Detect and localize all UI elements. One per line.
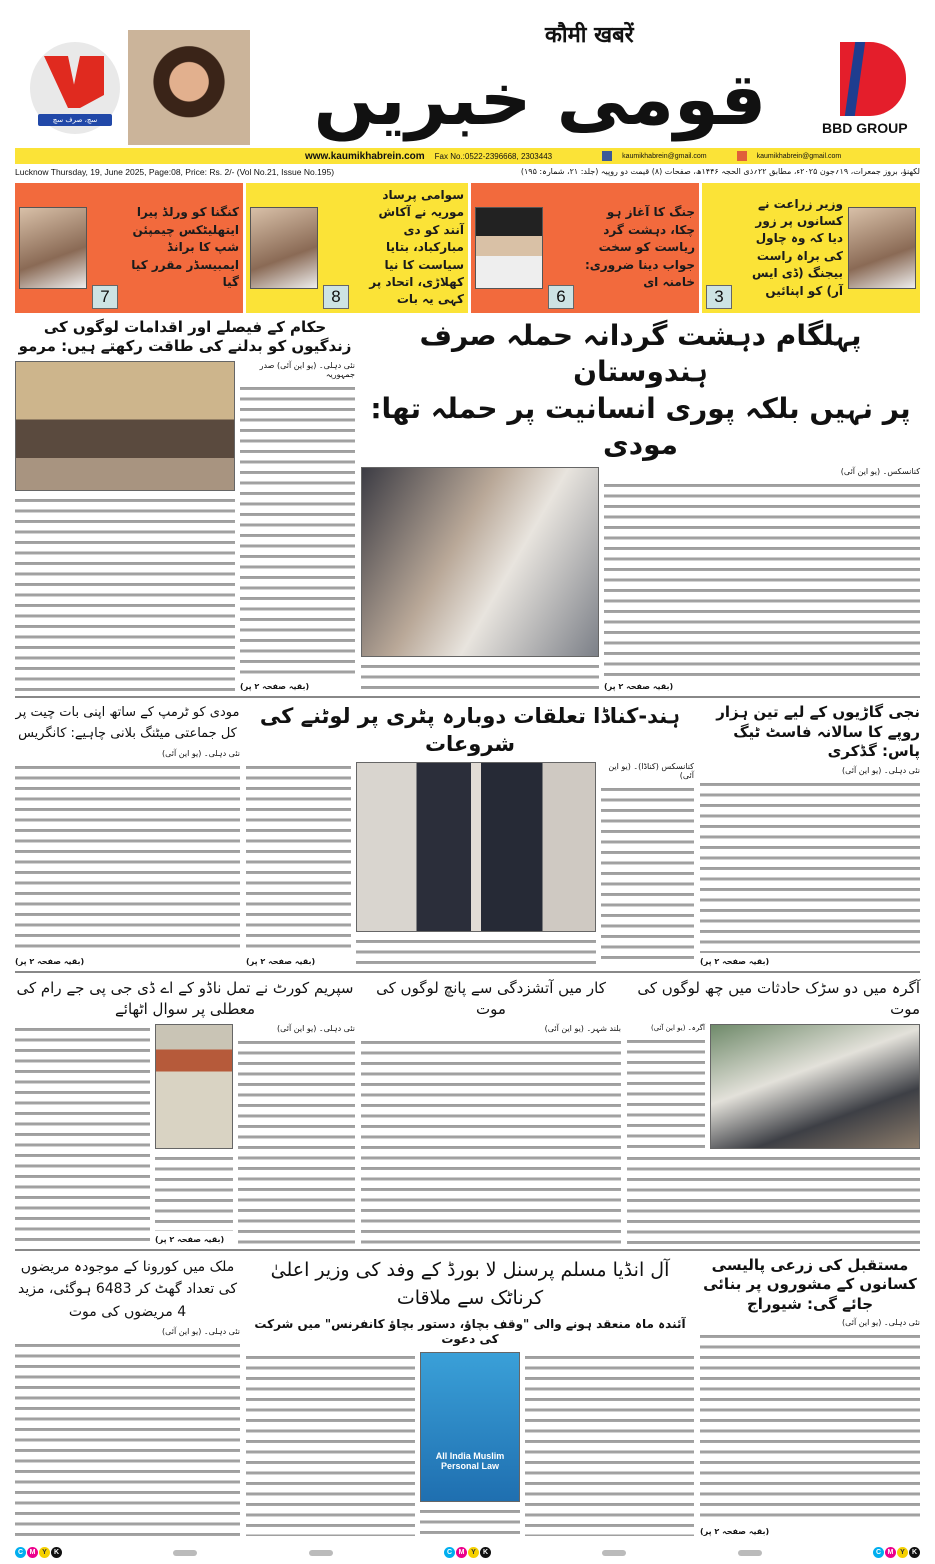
- fax-number: Fax No.:0522-2396668, 2303443: [434, 151, 553, 161]
- gadkari-continued[interactable]: (بقیہ صفحہ ۲ پر): [700, 956, 770, 966]
- supreme-court-headline[interactable]: سپریم کورٹ نے تمل ناڈو کے اے ڈی جی پی جے رام کی معطلی پر سوال اٹھائے: [16, 978, 354, 1018]
- teaser-agriculture[interactable]: [702, 183, 920, 313]
- canada-continued[interactable]: (بقیہ صفحہ ۲ پر): [246, 956, 316, 966]
- aimplb-headline[interactable]: آل انڈیا مسلم پرسنل لا بورڈ کے وفد کی وزیر اعلیٰ کرناٹک سے ملاقات: [270, 1258, 670, 1310]
- agra-body-2: [627, 1153, 920, 1244]
- car-fire-dateline: بلند شہر۔ (یو این آئی): [544, 1023, 621, 1033]
- section-four: [15, 1251, 920, 1541]
- page-number: 8: [323, 285, 349, 309]
- registration-marks-center: C M Y K: [444, 1547, 491, 1558]
- gadkari-dateline: نئی دہلی۔ (یو این آئی): [842, 765, 920, 775]
- contact-bar: [15, 148, 920, 164]
- aimplb-body: [525, 1352, 694, 1536]
- aimplb-subheadline: آئندہ ماہ منعقد ہونے والی "وقف بچاؤ، دستور بچاؤ کانفرنس" میں شرکت کی دعوت: [254, 1316, 686, 1347]
- teaser-photo: [475, 207, 543, 289]
- supreme-court-body: [238, 1037, 355, 1244]
- corona-body: [15, 1340, 240, 1536]
- congress-story: [15, 703, 240, 966]
- lead-dateline: کنانسکس۔ (یو این آئی): [840, 467, 920, 477]
- murmu-continued[interactable]: (بقیہ صفحہ ۲ پر): [240, 682, 310, 692]
- supreme-court-story: [15, 978, 355, 1244]
- gadkari-story: [700, 703, 920, 966]
- teaser-text: وزیر زراعت نے کسانوں پر زور دیا کہ وہ چاول کی براہ راست بیجنگ (ڈی ایس آر) کو اپنائیں: [751, 196, 843, 298]
- canada-body-2: [246, 762, 351, 953]
- email-address[interactable]: kaumikhabrein@gmail.com: [756, 152, 842, 160]
- grey-bar: [738, 1550, 762, 1556]
- teaser-text: جنگ کا آغاز ہو چکا، دہشت گرد ریاست کو سخت جواب دینا ضروری: خامنہ ای: [585, 205, 695, 289]
- supreme-court-photo: [155, 1024, 233, 1149]
- lead-headline-line-2: پر نہیں بلکہ پوری انسانیت پر حملہ تھا: مودی: [370, 391, 911, 461]
- supreme-court-dateline: نئی دہلی۔ (یو این آئی): [277, 1023, 355, 1033]
- publication-logo: [30, 42, 120, 134]
- lead-headline[interactable]: [361, 318, 920, 464]
- canada-body: [601, 784, 694, 966]
- registration-marks-right: C M Y K: [873, 1547, 920, 1558]
- teaser-photo: [848, 207, 916, 289]
- footer: [15, 1541, 920, 1564]
- car-fire-headline[interactable]: کار میں آتشزدگی سے پانچ لوگوں کی موت: [376, 978, 606, 1018]
- dateline-urdu: لکھنؤ، بروز جمعرات، ۱۹؍جون ۲۰۲۵ء، مطابق ۲۲؍ذی الحجہ ۱۴۴۶ھ، صفحات (۸) قیمت دو روپیہ (جلد: ۲۱، شمارہ: ۱۹۵): [520, 167, 920, 176]
- agra-body: [627, 1036, 705, 1149]
- murmu-body-2: [15, 495, 235, 692]
- canada-body-3: [356, 936, 596, 966]
- aimplb-image-caption: All India Muslim Personal Law: [435, 1451, 505, 1472]
- agra-headline[interactable]: آگرہ میں دو سڑک حادثات میں چھ لوگوں کی موت: [637, 978, 920, 1018]
- grey-bar: [173, 1550, 197, 1556]
- gadkari-headline[interactable]: نجی گاڑیوں کے لیے تین ہزار روپے کا سالانہ فاسٹ ٹیگ پاس: گڈکری: [716, 703, 920, 761]
- supreme-court-body-2: [15, 1024, 150, 1244]
- section-two: [15, 698, 920, 973]
- teaser-khamenei[interactable]: [471, 183, 699, 313]
- agra-story: [627, 978, 920, 1244]
- facebook-handle[interactable]: kaumikhabrein@gmail.com: [622, 152, 707, 160]
- aimplb-body-2: [246, 1352, 415, 1536]
- murmu-body: [240, 383, 355, 679]
- car-fire-story: [361, 978, 621, 1244]
- page-number: 7: [92, 285, 118, 309]
- congress-continued[interactable]: (بقیہ صفحہ ۲ پر): [15, 956, 85, 966]
- murmu-dateline: نئی دہلی۔ (یو این آئی) صدر جمہوریہ: [259, 360, 355, 379]
- dateline-english: Lucknow Thursday, 19, June 2025, Page:08, Price: Rs. 2/- (Vol No.21, Issue No.195): [15, 167, 335, 177]
- teaser-kangana[interactable]: [15, 183, 243, 313]
- website-link[interactable]: www.kaumikhabrein.com: [305, 150, 425, 162]
- modi-photo: [361, 467, 599, 657]
- grey-bar: [602, 1550, 626, 1556]
- facebook-icon: [602, 151, 612, 161]
- shivraj-continued[interactable]: (بقیہ صفحہ ۲ پر): [700, 1527, 770, 1537]
- lead-headline-line-1: پہلگام دہشت گردانہ حملہ صرف ہندوستان: [419, 318, 862, 389]
- congress-dateline: نئی دہلی۔ (یو این آئی): [162, 748, 240, 758]
- teaser-strip: [15, 183, 920, 313]
- grey-bar: [309, 1550, 333, 1556]
- murmu-story: [15, 318, 355, 692]
- logo-tagline: سچ، صرف سچ: [38, 114, 112, 126]
- modi-carney-photo: [356, 762, 596, 932]
- model-photo: [128, 30, 250, 145]
- shivraj-dateline: نئی دہلی۔ (یو این آئی): [842, 1318, 920, 1328]
- accident-photo: [710, 1024, 920, 1149]
- shivraj-story: [700, 1256, 920, 1536]
- congress-headline[interactable]: مودی کو ٹرمپ کے ساتھ اپنی بات چیت پر کل جماعتی میٹنگ بلانی چاہیے: کانگریس: [15, 705, 240, 742]
- canada-headline[interactable]: ہند-کناڈا تعلقات دوبارہ پٹری پر لوٹنے کی شروعات: [259, 704, 681, 756]
- email-icon: [737, 151, 747, 161]
- section-three: [15, 973, 920, 1251]
- lead-continued[interactable]: (بقیہ صفحہ ۲ پر): [604, 682, 674, 692]
- teaser-photo: [19, 207, 87, 289]
- canada-dateline: کنانسکس (کناڈا)۔ (یو این آئی): [608, 761, 694, 780]
- corona-dateline: نئی دہلی۔ (یو این آئی): [162, 1327, 240, 1337]
- lead-story: [361, 318, 920, 692]
- murmu-photo: [15, 361, 235, 491]
- page-number: 6: [548, 285, 574, 309]
- dateline-row: [15, 164, 920, 180]
- agra-dateline: آگرہ۔ (یو این آئی): [651, 1023, 705, 1032]
- section-lead: [15, 313, 920, 699]
- congress-body: [15, 762, 240, 953]
- hindi-title: कौमी खबरें: [545, 23, 634, 48]
- murmu-headline[interactable]: حکام کے فیصلے اور اقدامات لوگوں کی زندگیوں کو بدلنے کی طاقت رکھتے ہیں: مرمو: [18, 317, 352, 356]
- bbd-logo: [840, 42, 906, 116]
- registration-marks-left: C M Y K: [15, 1547, 62, 1558]
- supreme-court-body-3: [155, 1153, 233, 1231]
- car-fire-body: [361, 1037, 621, 1244]
- corona-story: [15, 1256, 240, 1536]
- teaser-text: سوامی پرساد موریہ نے آکاش آنند کو دی مبارکباد، بتایا سیاست کا نیا کھلاڑی، اتحاد پر کہی یہ بات: [369, 188, 464, 307]
- lead-body-2: [361, 661, 599, 691]
- aimplb-story: [246, 1256, 694, 1536]
- teaser-maurya[interactable]: [246, 183, 468, 313]
- corona-headline[interactable]: ملک میں کورونا کے موجودہ مریضوں کی تعداد گھٹ کر 6483 ہوگئی، مزید 4 مریضوں کی موت: [17, 1258, 238, 1320]
- shivraj-headline[interactable]: مستقبل کی زرعی پالیسی کسانوں کے مشوروں پر بنائی جائے گی: شیوراج: [703, 1255, 917, 1313]
- aimplb-body-3: [420, 1506, 520, 1536]
- lead-body: [604, 480, 920, 678]
- canada-story: [246, 703, 694, 966]
- gadkari-body: [700, 779, 920, 953]
- shivraj-body: [700, 1331, 920, 1523]
- urdu-title: قومی خبریں: [313, 57, 767, 141]
- page-number: 3: [706, 285, 732, 309]
- aimplb-image: [420, 1352, 520, 1502]
- teaser-photo: [250, 207, 318, 289]
- group-name: BBD GROUP: [822, 120, 908, 136]
- masthead: [15, 0, 920, 148]
- teaser-text: کنگنا کو ورلڈ پیرا ایتھلیٹکس چیمپئن شپ کا برانڈ ایمبیسڈر مقرر کیا گیا: [131, 205, 239, 289]
- supreme-court-continued[interactable]: (بقیہ صفحہ ۲ پر): [155, 1234, 225, 1244]
